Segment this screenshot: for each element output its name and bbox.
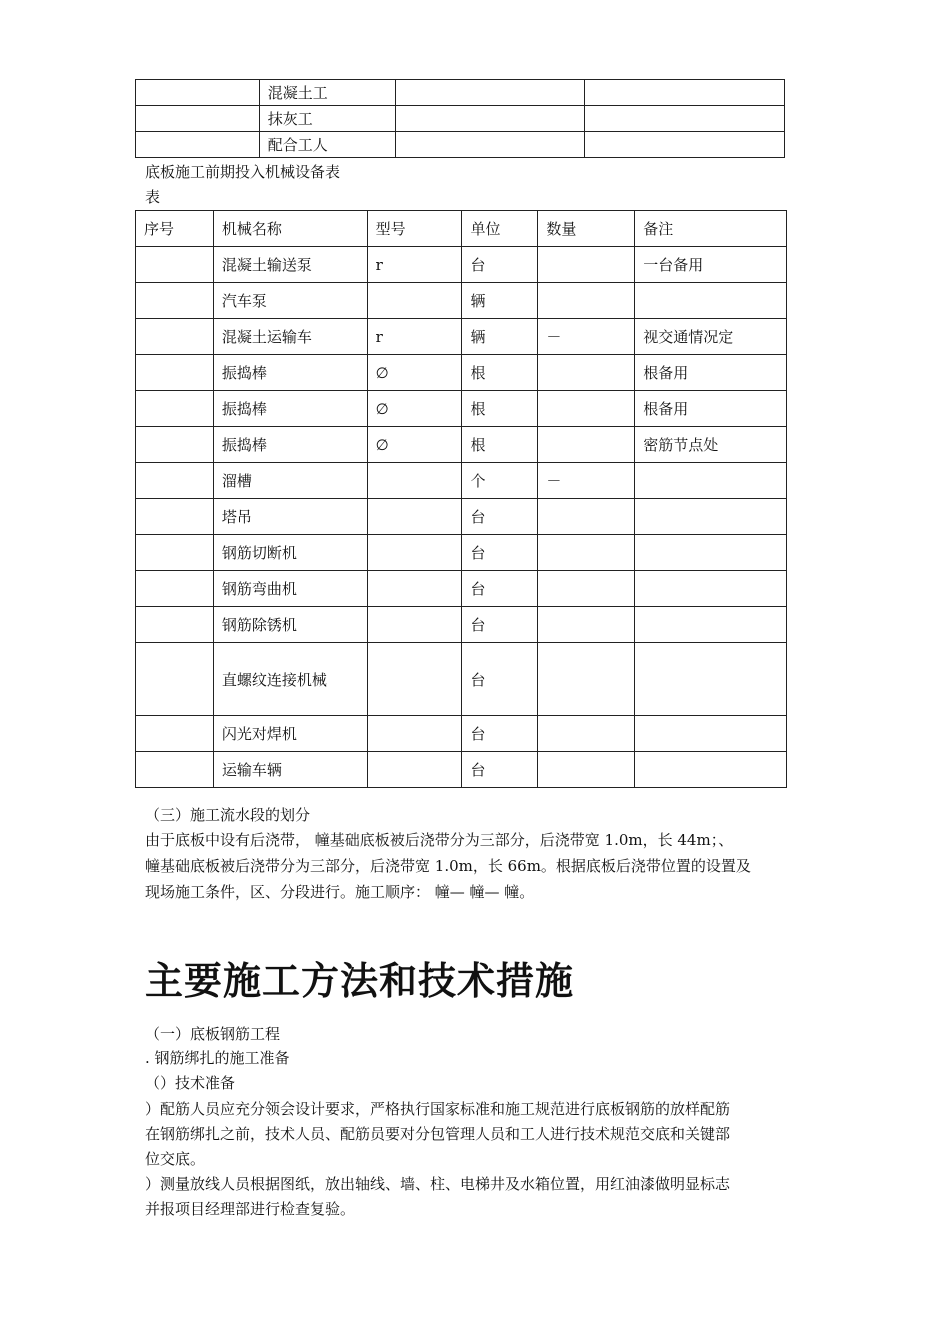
main-heading: 主要施工方法和技术措施 <box>145 959 575 1003</box>
table-row <box>136 132 785 158</box>
table-cell: 根 <box>462 355 538 391</box>
table-cell <box>538 607 635 643</box>
table-cell <box>635 463 787 499</box>
column-header: 机械名称 <box>213 211 367 247</box>
paragraph-line: 幢基础底板被后浇带分为三部分，后浇带宽 1.0m，长 66m。根据底板后浇带位置的设置及 <box>145 857 751 875</box>
table-cell: 钢筋切断机 <box>213 535 367 571</box>
paragraph-line: ）配筋人员应充分领会设计要求，严格执行国家标准和施工规范进行底板钢筋的放样配筋 <box>145 1100 731 1118</box>
section1-title: （一）底板钢筋工程 <box>145 1025 281 1043</box>
table-cell: 钢筋除锈机 <box>213 607 367 643</box>
table-cell <box>136 355 214 391</box>
table-cell: 闪光对焊机 <box>213 716 367 752</box>
table-row <box>136 80 785 106</box>
table-cell <box>136 106 260 132</box>
equipment-table-caption: 表 <box>145 188 161 206</box>
equipment-table-title: 底板施工前期投入机械设备表 <box>145 163 341 181</box>
table-cell <box>635 499 787 535</box>
table-row <box>136 283 787 319</box>
table-cell <box>136 319 214 355</box>
table-cell: 溜槽 <box>213 463 367 499</box>
table-cell <box>367 643 462 716</box>
table-cell: 根 <box>462 391 538 427</box>
table-cell <box>136 463 214 499</box>
table-cell <box>136 571 214 607</box>
paragraph-line: ）测量放线人员根据图纸，放出轴线、墙、柱、电梯井及水箱位置，用红油漆做明显标志 <box>145 1175 731 1193</box>
table-row <box>136 391 787 427</box>
table-cell: r <box>367 247 462 283</box>
table-row <box>136 247 787 283</box>
table-cell <box>538 535 635 571</box>
table-cell <box>136 391 214 427</box>
table-cell: 台 <box>462 499 538 535</box>
table-cell: 台 <box>462 752 538 788</box>
table-cell <box>367 752 462 788</box>
table-cell <box>367 607 462 643</box>
table-cell <box>136 643 214 716</box>
table-cell: 配合工人 <box>259 132 395 158</box>
table-cell <box>136 607 214 643</box>
paragraph-line: 并报项目经理部进行检查复验。 <box>145 1200 356 1218</box>
paragraph-line: 在钢筋绑扎之前，技术人员、配筋员要对分包管理人员和工人进行技术规范交底和关键部 <box>145 1125 731 1143</box>
table-cell <box>585 106 785 132</box>
table-cell <box>635 571 787 607</box>
table-row <box>136 463 787 499</box>
table-cell <box>136 535 214 571</box>
table-cell <box>367 283 462 319</box>
table-cell <box>367 716 462 752</box>
table-cell: 根 <box>462 427 538 463</box>
labor-table <box>135 79 785 158</box>
table-cell <box>136 132 260 158</box>
table-cell <box>538 355 635 391</box>
table-row <box>136 427 787 463</box>
table-cell: 根备用 <box>635 355 787 391</box>
equipment-table <box>135 210 787 788</box>
table-row <box>136 607 787 643</box>
table-cell <box>538 499 635 535</box>
table-cell: 振捣棒 <box>213 355 367 391</box>
table-cell <box>136 247 214 283</box>
table-cell <box>635 283 787 319</box>
column-header: 单位 <box>462 211 538 247</box>
table-cell: 混凝土运输车 <box>213 319 367 355</box>
table-cell: 一台备用 <box>635 247 787 283</box>
table-cell <box>538 571 635 607</box>
table-cell <box>136 752 214 788</box>
paragraph-line: 现场施工条件，区、分段进行。施工顺序： 幢— 幢— 幢。 <box>145 883 535 901</box>
table-cell <box>538 643 635 716</box>
table-header-row <box>136 211 787 247</box>
table-cell: 台 <box>462 247 538 283</box>
table-cell: 密筋节点处 <box>635 427 787 463</box>
table-cell: 台 <box>462 607 538 643</box>
table-cell: 直螺纹连接机械 <box>213 643 367 716</box>
table-cell <box>635 607 787 643</box>
column-header: 序号 <box>136 211 214 247</box>
table-cell <box>136 427 214 463</box>
table-cell <box>538 283 635 319</box>
subsection-title: . 钢筋绑扎的施工准备 <box>145 1049 290 1067</box>
table-cell <box>635 535 787 571</box>
table-cell: 混凝土工 <box>259 80 395 106</box>
table-cell <box>585 80 785 106</box>
table-cell <box>136 80 260 106</box>
table-cell: 塔吊 <box>213 499 367 535</box>
table-cell: 振捣棒 <box>213 391 367 427</box>
subsection-title: （）技术准备 <box>145 1074 236 1092</box>
table-cell <box>395 132 585 158</box>
column-header: 数量 <box>538 211 635 247</box>
section3-title: （三）施工流水段的划分 <box>145 806 311 824</box>
table-cell: ∅ <box>367 355 462 391</box>
table-row <box>136 499 787 535</box>
table-row <box>136 106 785 132</box>
table-cell <box>538 752 635 788</box>
table-row <box>136 571 787 607</box>
table-cell <box>367 535 462 571</box>
table-cell: 汽车泵 <box>213 283 367 319</box>
table-cell: 振捣棒 <box>213 427 367 463</box>
table-row <box>136 355 787 391</box>
table-row <box>136 752 787 788</box>
table-cell <box>136 499 214 535</box>
table-cell: 根备用 <box>635 391 787 427</box>
table-cell <box>367 463 462 499</box>
table-cell <box>538 427 635 463</box>
table-row <box>136 535 787 571</box>
column-header: 型号 <box>367 211 462 247</box>
table-cell <box>367 571 462 607</box>
table-cell: 台 <box>462 571 538 607</box>
table-cell <box>635 643 787 716</box>
table-row <box>136 643 787 716</box>
table-cell <box>538 716 635 752</box>
table-cell: 个 <box>462 463 538 499</box>
paragraph-line: 由于底板中设有后浇带， 幢基础底板被后浇带分为三部分，后浇带宽 1.0m，长 44m；、 <box>145 831 734 849</box>
table-cell <box>395 80 585 106</box>
table-cell: ∅ <box>367 391 462 427</box>
table-cell <box>585 132 785 158</box>
table-cell: 抹灰工 <box>259 106 395 132</box>
column-header: 备注 <box>635 211 787 247</box>
table-cell: r <box>367 319 462 355</box>
table-row <box>136 716 787 752</box>
table-cell <box>635 716 787 752</box>
table-cell <box>395 106 585 132</box>
table-cell: 运输车辆 <box>213 752 367 788</box>
table-cell: 台 <box>462 643 538 716</box>
table-cell <box>136 716 214 752</box>
table-cell: ∅ <box>367 427 462 463</box>
paragraph-line: 位交底。 <box>145 1150 206 1168</box>
table-cell <box>136 283 214 319</box>
table-cell: 台 <box>462 716 538 752</box>
table-cell: － <box>538 319 635 355</box>
table-row <box>136 319 787 355</box>
table-cell <box>538 391 635 427</box>
table-cell: 视交通情况定 <box>635 319 787 355</box>
table-cell <box>367 499 462 535</box>
table-cell <box>538 247 635 283</box>
table-cell: 台 <box>462 535 538 571</box>
table-cell: 辆 <box>462 283 538 319</box>
table-cell <box>635 752 787 788</box>
table-cell: － <box>538 463 635 499</box>
table-cell: 混凝土输送泵 <box>213 247 367 283</box>
table-cell: 辆 <box>462 319 538 355</box>
table-cell: 钢筋弯曲机 <box>213 571 367 607</box>
